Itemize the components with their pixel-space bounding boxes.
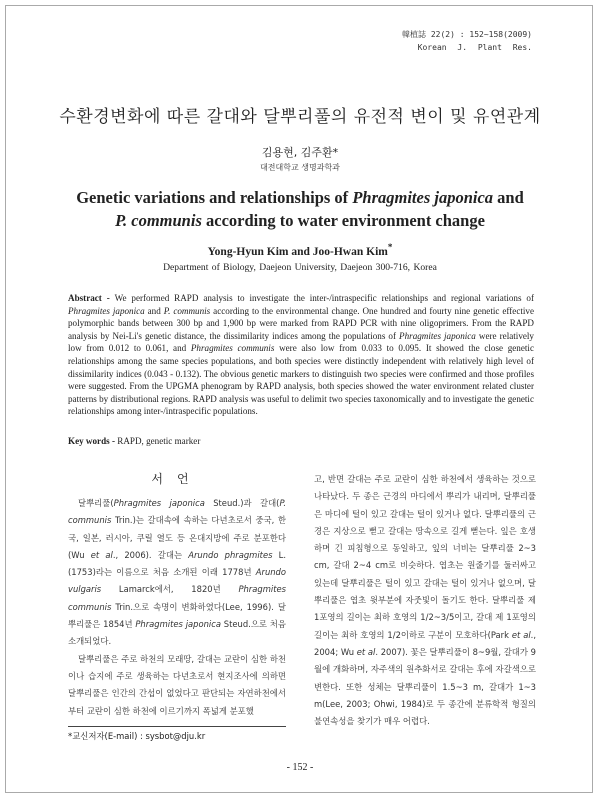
species-name: P. communis: [68, 498, 286, 526]
species-name: Arundo phragmites: [188, 549, 273, 560]
title-korean: 수환경변화에 따른 갈대와 달뿌리풀의 유전적 변이 및 유연관계: [59, 107, 541, 127]
body-text: 고, 반면 갈대는 주로 교란이 심한 하천에서 생육하는 것으로 나타났다. 두 종은 근경의 마디에서 뿌리가 내리며, 달뿌리풀은 마디에 털이 있고 갈대는 털이 있거나 없다. 달뿌리풀의 근경은 지상으로 뻗고 갈대는 땅속으로 길게 뻗는다. 잎은 호생하며 긴 피침형으로 동일하고, 잎의 너비는 달뿌리풀 2~3 cm, 갈대 2~4 cm로 비슷하다. 엽초는 원줄기를 둘러싸고 있는데 달뿌리풀은 털이 있고 갈대는 털이 있거나 없으며, 달뿌리풀은 엽초 윗부분에 자줏빛이 돌기도 한다. 달뿌리풀 제 1포영의 길이는 최하 호영의 1/2~3/5이고, 갈대 제 1포영의 길이는 최하 호영의 1/2이하로 구분이 모호하다(Park: [314, 474, 536, 640]
authors-korean: 김용현, 김주환*: [261, 146, 339, 159]
abstract-text: We performed RAPD analysis to investigate the inter-/intraspecific relationships and regional variations of: [114, 293, 534, 303]
abstract-species: P. communis: [163, 305, 211, 316]
body-text: 달뿌리풀(: [78, 498, 114, 508]
title-en-species-2: P. communis: [115, 211, 202, 230]
abstract-species: Phragmites japonica: [399, 330, 476, 341]
body-left-column: [68, 495, 286, 720]
body-paragraph: [68, 495, 286, 651]
abstract-species: Phragmites japonica: [68, 305, 145, 316]
abstract-text: and: [144, 305, 164, 316]
citation-etal: et al: [511, 629, 531, 640]
keywords-text: RAPD, genetic marker: [117, 436, 201, 446]
species-name: Phragmites japonica: [113, 498, 205, 508]
body-paragraph: [314, 471, 536, 730]
abstract-species: Phragmites communis: [190, 343, 275, 354]
body-text: Steud.)과 갈대(: [204, 498, 280, 508]
title-en-line1-prefix: Genetic variations and relationships of: [76, 188, 353, 207]
footnote-corresponding-author: *교신저자(E-mail) : sysbot@dju.kr: [68, 731, 206, 741]
abstract-text: were also low from 0.033 to 0.095. It showed the close genetic relationships among the same species populations, and both species were distinctly independent with relatively high level of dissimilarity indices (0.043 - 0.132). The obvious genetic markers to distinguish two species were confirmed and those profiles were suggested. From the UPGMA phenogram by RAPD analysis, both species showed the water environment related cluster patterns by distributional regions. RAPD analysis was useful to delimit two species taxonomically and to investigate the genetic relationships among inter-/intraspecific populations.: [68, 343, 534, 417]
body-text: . 2007). 꽃은 달뿌리풀이 8~9월, 갈대가 9월에 개화하며, 자주색의 원추화서로 갈대는 후에 자갈색으로 변한다. 또한 성체는 달뿌리풀이 1.5~3 m, 갈대가 1~3 m(Lee, 2003; Ohwi, 1984)로 두 종간에 분류학적 형질의 불연속성을 찾기가 매우 어렵다.: [314, 646, 536, 727]
section-title: 서언: [151, 472, 203, 486]
journal-name: Korean J. Plant Res.: [417, 43, 532, 52]
journal-citation: 韓植誌 22(2) : 152~158(2009): [402, 30, 532, 39]
title-english: [60, 186, 540, 232]
authors-english: [0, 242, 600, 258]
species-name: Phragmites communis: [68, 584, 286, 612]
body-text: Lamarck에서, 1820년: [101, 584, 239, 595]
abstract-text: were relatively low from 0.012 to 0.061, and: [68, 330, 534, 354]
species-name: Arundo vulgaris: [68, 567, 286, 595]
corresponding-mark: *: [387, 242, 393, 252]
keywords: [68, 436, 534, 446]
affiliation-korean: 대전대학교 생명과학과: [260, 163, 340, 172]
body-text: ., 2004; Wu: [314, 629, 536, 657]
abstract-label: Abstract -: [68, 293, 115, 303]
body-right-column: [314, 471, 536, 730]
citation-etal: et al: [356, 646, 376, 657]
body-paragraph: 달뿌리풀은 주로 하천의 모래땅, 갈대는 교란이 심한 하천이나 습지에 주로 생육하는 다년초로서 현지조사에 의하면 달뿌리풀은 인간의 간섭이 없었다고 판단되는 자연하천에서부터 교란이 심한 하천에 이르기까지 폭넓게 분포했: [68, 653, 286, 716]
body-text: Trin.)는 갈대속에 속하는 다년초로서 중국, 한국, 일본, 러시아, 쿠릴 열도 등 온대지방에 주로 분포한다(Wu: [68, 515, 286, 560]
keywords-label: Key words -: [68, 436, 118, 446]
body-text: Steud.으로 처음 소개되었다.: [68, 619, 286, 647]
title-en-line2-suffix: according to water environment change: [201, 211, 485, 230]
citation-etal: et al: [90, 549, 113, 560]
affiliation-english: Department of Biology, Daejeon University, Daejeon 300-716, Korea: [163, 262, 437, 273]
body-text: ., 2006). 갈대는: [112, 549, 189, 560]
authors-en-names: Yong-Hyun Kim and Joo-Hwan Kim: [207, 245, 388, 258]
body-text: L.(1753)라는 이름으로 처음 소개된 이래 1778년: [68, 549, 286, 578]
footnote-divider: [68, 726, 286, 727]
page-number: - 152 -: [286, 762, 314, 773]
abstract-text: according to the environmental change. One hundred and fourty nine genetic effective polymorphic bands between 300 bp and 1,900 bp were marked from RAPD PCR with nine oligoprimers. From the RAPD analysis by Nei-Li's genetic distance, the dissimilarity indices among the populations of: [68, 305, 534, 341]
title-en-line1-suffix: and: [493, 188, 524, 207]
title-en-species-1: Phragmites japonica: [352, 188, 494, 207]
species-name: Phragmites japonica: [135, 619, 221, 630]
body-text: Trin.으로 속명이 변화하였다(Lee, 1996). 달뿌리풀은 1854년: [68, 601, 286, 630]
journal-header: [402, 28, 532, 54]
abstract: [68, 292, 534, 418]
